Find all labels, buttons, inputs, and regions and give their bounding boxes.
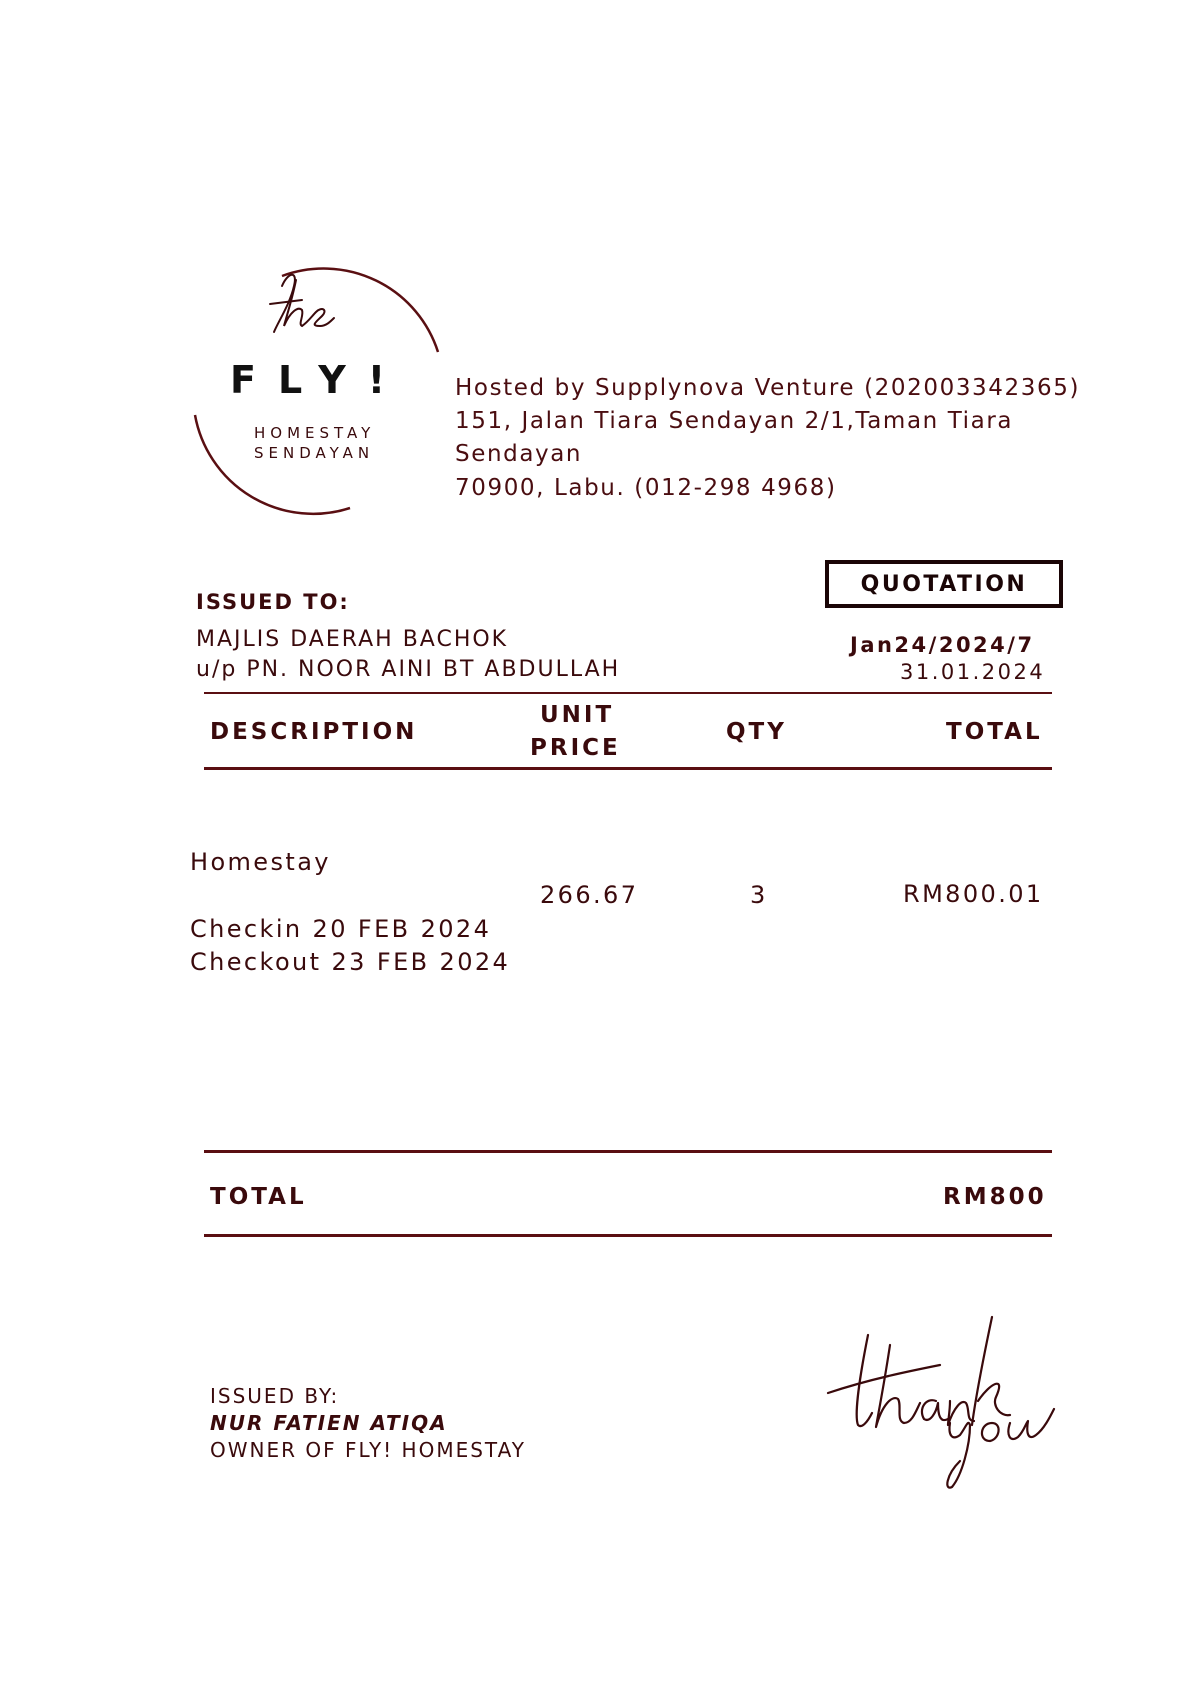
logo-subtitle-2: SENDAYAN — [254, 444, 375, 462]
host-line: 70900, Labu. (012-298 4968) — [455, 475, 837, 501]
signoff-text: thank you — [820, 1305, 826, 1306]
column-header-unit-price: UNIT — [540, 702, 615, 728]
column-header-total: TOTAL — [946, 719, 1043, 745]
divider — [204, 692, 1052, 694]
item-total: RM800.01 — [903, 880, 1044, 908]
divider — [204, 1234, 1052, 1237]
column-header-qty: QTY — [726, 719, 787, 745]
host-line: Hosted by Supplynova Venture (202003342365) — [455, 375, 1081, 401]
column-header-description: DESCRIPTION — [210, 719, 418, 745]
issued-by-label: ISSUED BY: — [210, 1384, 340, 1408]
item-qty: 3 — [750, 881, 768, 909]
recipient-name: MAJLIS DAERAH BACHOK — [196, 627, 509, 652]
item-checkout: Checkout 23 FEB 2024 — [190, 948, 511, 976]
document-type-badge: QUOTATION — [825, 560, 1063, 608]
issued-to-label: ISSUED TO: — [196, 590, 350, 614]
item-unit-price: 266.67 — [540, 881, 639, 909]
logo-brand: FLY! — [230, 358, 408, 402]
host-line: 151, Jalan Tiara Sendayan 2/1,Taman Tiara — [455, 408, 1014, 434]
item-description: Homestay — [190, 848, 331, 876]
divider — [204, 1150, 1052, 1153]
grand-total-label: TOTAL — [210, 1184, 307, 1210]
grand-total-value: RM800 — [943, 1184, 1047, 1210]
divider — [204, 767, 1052, 770]
thank-you-script-icon — [820, 1305, 1080, 1495]
recipient-attention: u/p PN. NOOR AINI BT ABDULLAH — [196, 657, 621, 682]
issuer-name: NUR FATIEN ATIQA — [210, 1411, 448, 1435]
issuer-title: OWNER OF FLY! HOMESTAY — [210, 1438, 526, 1462]
host-line: Sendayan — [455, 441, 583, 467]
logo-subtitle-1: HOMESTAY — [254, 424, 376, 442]
column-header-unit-price: PRICE — [530, 735, 621, 761]
quote-date: 31.01.2024 — [900, 660, 1046, 684]
quote-reference: Jan24/2024/7 — [850, 633, 1035, 657]
item-checkin: Checkin 20 FEB 2024 — [190, 915, 492, 943]
